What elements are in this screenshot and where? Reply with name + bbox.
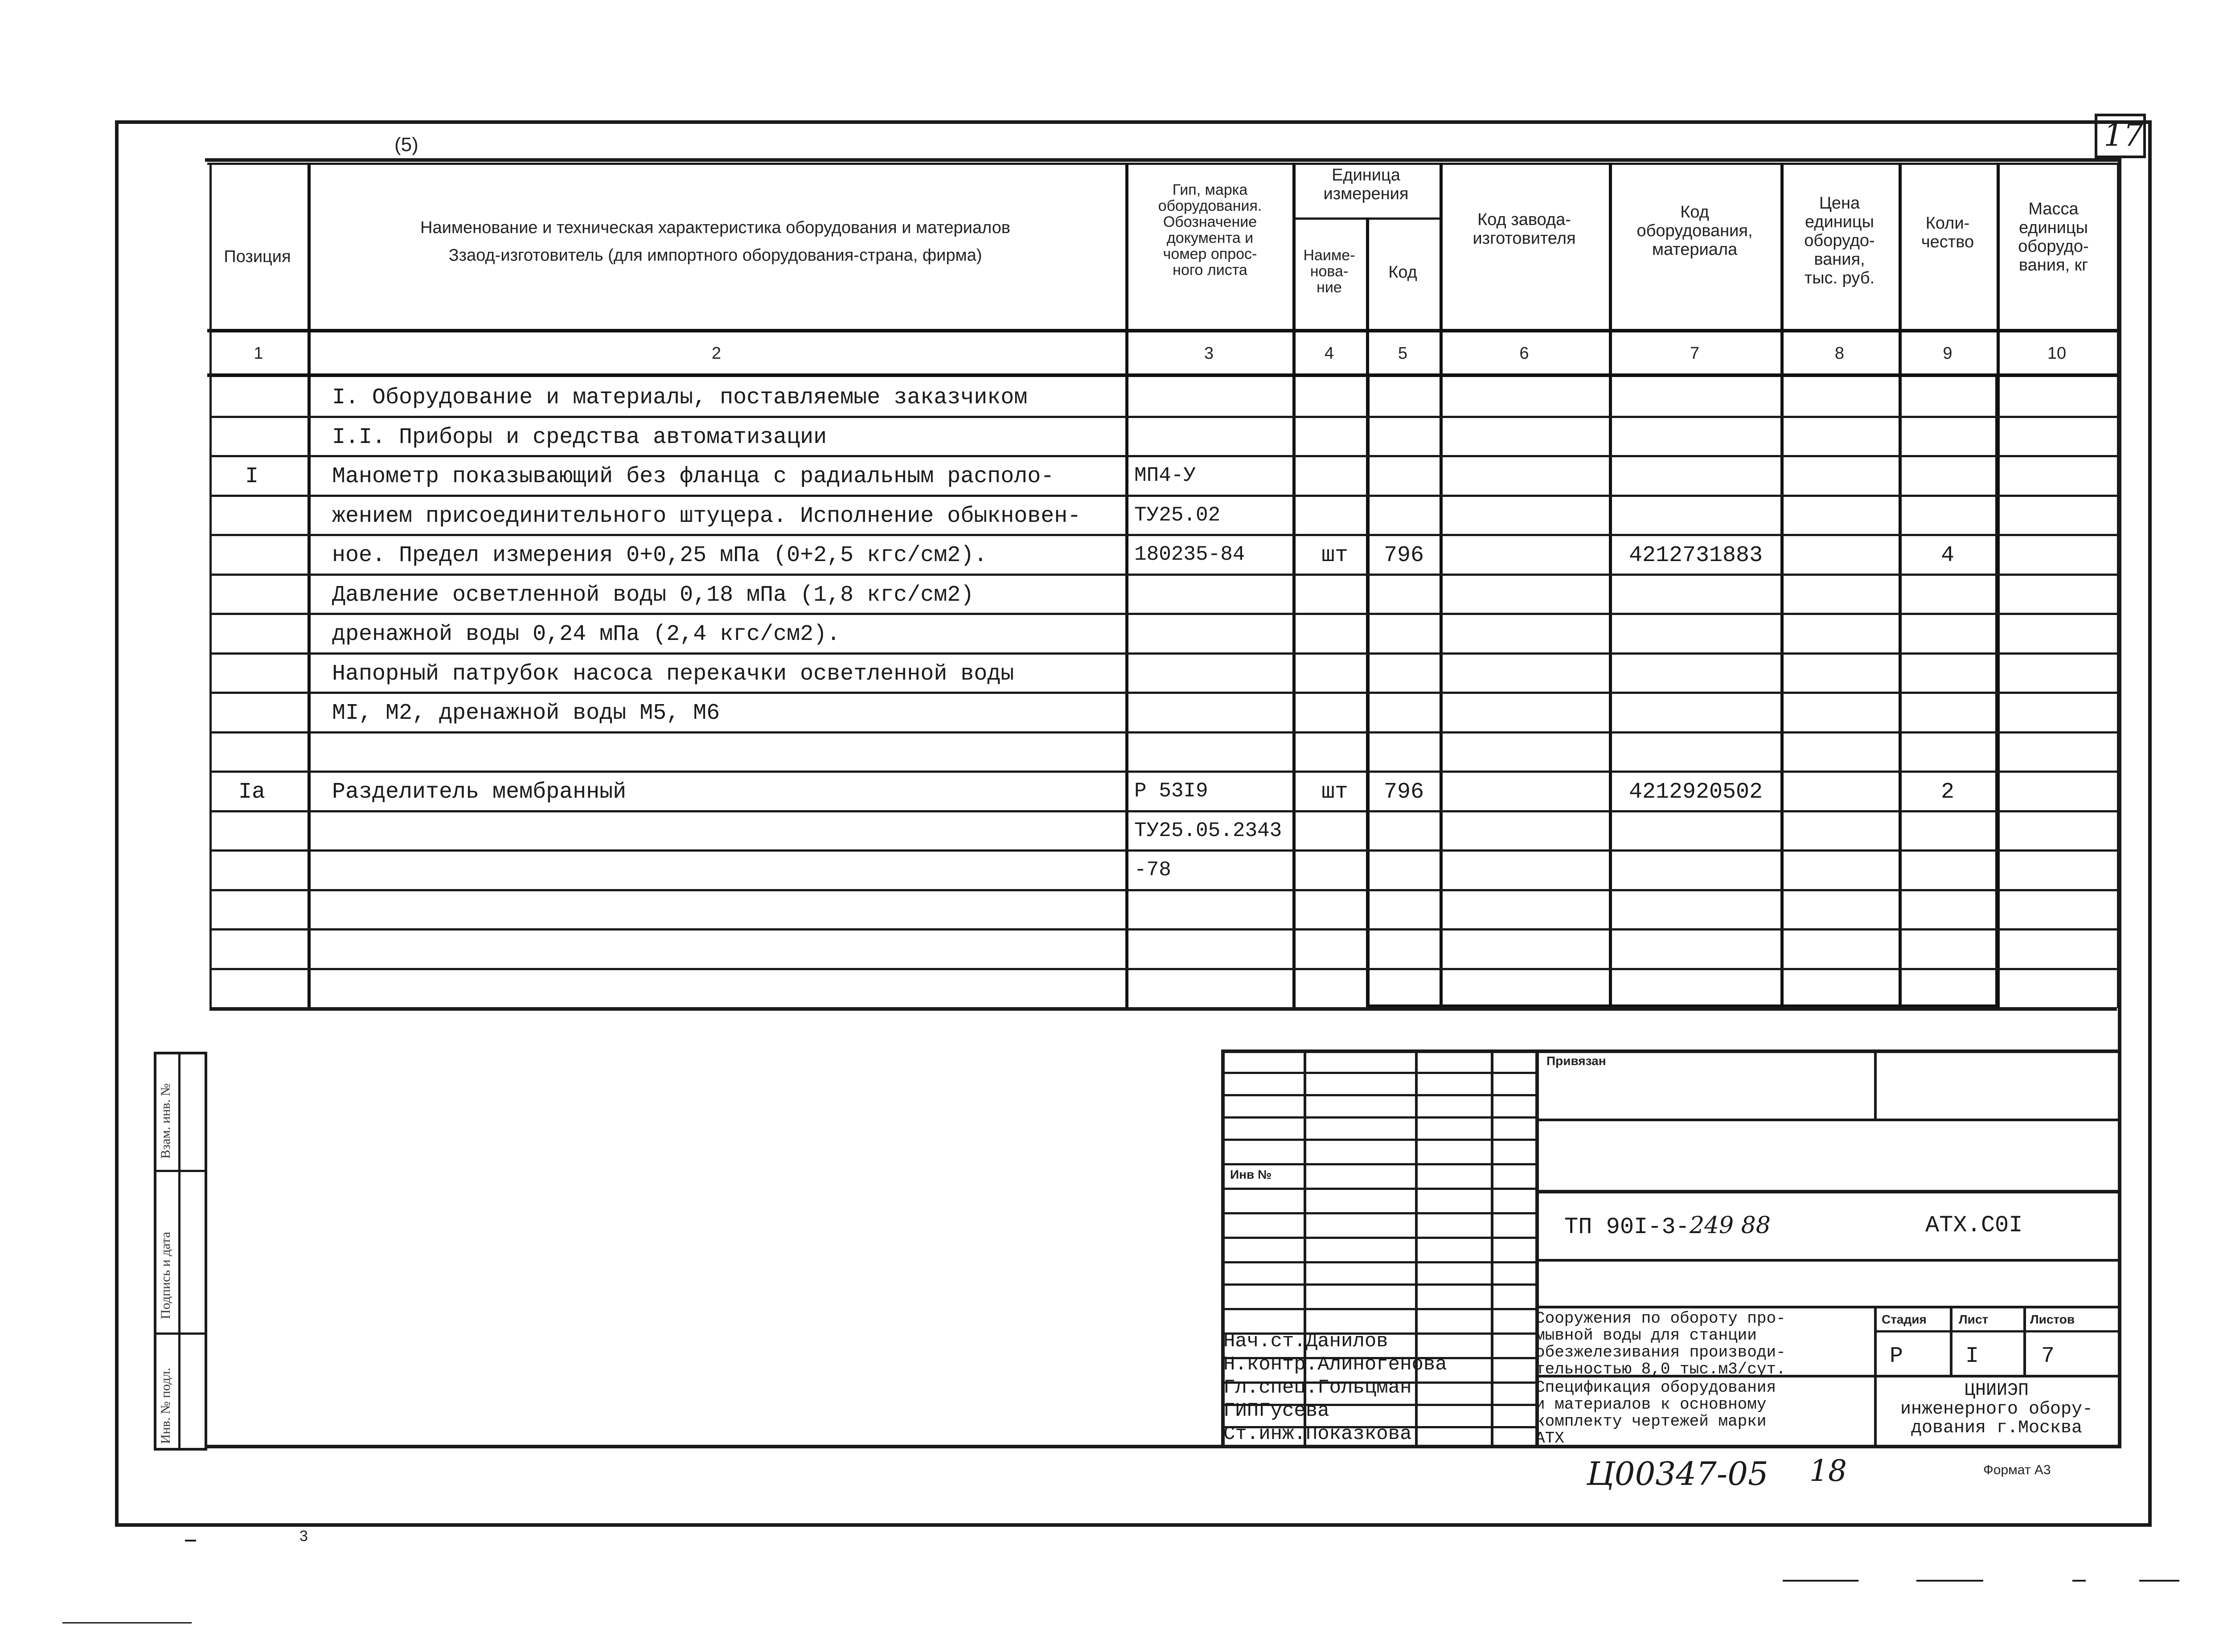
stamp-replace-inv: Взам. инв. № — [158, 1083, 173, 1159]
column-number: 7 — [1690, 344, 1700, 363]
column-number: 10 — [2047, 344, 2067, 363]
inv-no-label: Инв № — [1230, 1168, 1272, 1181]
cell-type: ТУ25.02 — [1134, 503, 1221, 527]
privyazan-label: Привязан — [1546, 1054, 1606, 1068]
header-position: Позиция — [224, 247, 291, 266]
header-unit-code: Код — [1388, 263, 1417, 282]
cell-name: жением присоединительного штуцера. Исполнение обыкновен- — [332, 503, 1081, 529]
sheet-label: Лист — [1959, 1312, 1989, 1326]
doc-mark: АТХ.С0I — [1925, 1212, 2023, 1238]
column-number: 5 — [1398, 344, 1408, 363]
cell-type: -78 — [1134, 858, 1171, 881]
header-name-line2: Ззаод-изготовитель (для импортного оборудования-страна, фирма) — [448, 246, 982, 265]
sheet-value: I — [1965, 1344, 1979, 1369]
cell-name: ное. Предел измерения 0+0,25 мПа (0+2,5 кгс/см2). — [332, 543, 988, 568]
header-qty: Коли- чество — [1921, 214, 1974, 251]
cell-name: Давление осветленной воды 0,18 мПа (1,8 кгс/см2) — [332, 582, 974, 608]
doc-code: ТП 90I-3-249 88 — [1564, 1212, 1771, 1240]
cell-type: 180235-84 — [1134, 543, 1245, 566]
sheet-title: Спецификация оборудования и материалов к основному комплекту чертежей марки АТХ — [1535, 1378, 1776, 1447]
cell-code: 796 — [1383, 543, 1424, 568]
cell-qty: 2 — [1940, 779, 1954, 805]
cell-name: Манометр показывающий без фланца с радиальным располо- — [332, 464, 1054, 489]
cell-type: ТУ25.05.2343 — [1134, 819, 1282, 842]
cell-equip: 4212920502 — [1628, 779, 1763, 805]
cell-equip: 4212731883 — [1628, 543, 1763, 568]
cell-name: I.I. Приборы и средства автоматизации — [332, 424, 827, 450]
cell-type: МП4-У — [1134, 464, 1196, 487]
stage-value: Р — [1890, 1344, 1903, 1369]
header-unit: Единица измерения — [1323, 166, 1409, 203]
signer-row: Н.контр.Алиногенова — [1223, 1353, 1447, 1376]
cell-pos: I — [245, 464, 258, 489]
column-number: 6 — [1519, 344, 1529, 363]
cell-name: дренажной воды 0,24 мПа (2,4 кгс/см2). — [332, 622, 841, 647]
column-number: 8 — [1834, 344, 1845, 363]
cell-pos: Iа — [238, 779, 265, 805]
cell-name: Напорный патрубок насоса перекачки осветленной воды — [332, 661, 1014, 687]
sheets-label: Листов — [2030, 1312, 2075, 1326]
column-number: 1 — [254, 344, 263, 363]
cell-code: 796 — [1383, 779, 1424, 805]
cell-name: МI, М2, дренажной воды М5, М6 — [332, 701, 720, 726]
column-number: 3 — [1204, 344, 1214, 363]
column-number: 9 — [1943, 344, 1952, 363]
header-equip-code: Код оборудования, материала — [1637, 203, 1753, 259]
org-name: ЦНИИЭП инженерного обору- дования г.Москва — [1900, 1381, 2093, 1438]
cell-name: Разделитель мембранный — [332, 779, 627, 805]
sheets-value: 7 — [2041, 1344, 2055, 1369]
header-maker-code: Код завода- изготовителя — [1472, 210, 1576, 248]
column-number: 2 — [711, 344, 722, 363]
sheet-mark: 17 — [2104, 117, 2144, 153]
cell-qty: 4 — [1940, 543, 1954, 568]
corner-note: 3 — [299, 1528, 308, 1545]
format-label: Формат А3 — [1983, 1463, 2051, 1477]
header-type: Гип, марка оборудования. Обозначение документа и чомер опрос- ного листа — [1158, 181, 1262, 279]
project-title: Сооружения по обороту про- мывной воды для станции обезжелезивания производи- тельностью 8,0 тыс.м3/сут. — [1535, 1309, 1786, 1378]
header-price: Цена единицы оборудо- вания, тыс. руб. — [1804, 194, 1875, 287]
column-number: 4 — [1324, 344, 1334, 363]
cell-name: I. Оборудование и материалы, поставляемые заказчиком — [332, 385, 1028, 410]
cell-unit: шт — [1321, 543, 1348, 568]
stamp-inv-original: Инв. № подл. — [158, 1368, 173, 1444]
stamp-signature-date: Подпись и дата — [158, 1232, 173, 1319]
cell-unit: шт — [1321, 779, 1348, 805]
signer-row: ГИПГусева — [1223, 1400, 1329, 1422]
signer-row: Гл.спец.Гольцман — [1223, 1377, 1412, 1399]
stage-label: Стадия — [1882, 1312, 1927, 1326]
header-mass: Масса единицы оборудо- вания, кг — [2018, 200, 2089, 275]
archive-page: 18 — [1809, 1454, 1847, 1488]
signer-row: Ст.инж.Показкова — [1223, 1423, 1412, 1445]
header-name-line1: Наименование и техническая характеристика оборудования и материалов — [420, 218, 1010, 237]
cell-type: Р 53I9 — [1134, 779, 1208, 803]
signer-row: Нач.ст.Данилов — [1223, 1330, 1388, 1353]
form-ref: (5) — [394, 134, 418, 156]
archive-code: Ц00347-05 — [1587, 1455, 1768, 1492]
header-unit-name: Наиме- нова- ние — [1303, 247, 1355, 296]
